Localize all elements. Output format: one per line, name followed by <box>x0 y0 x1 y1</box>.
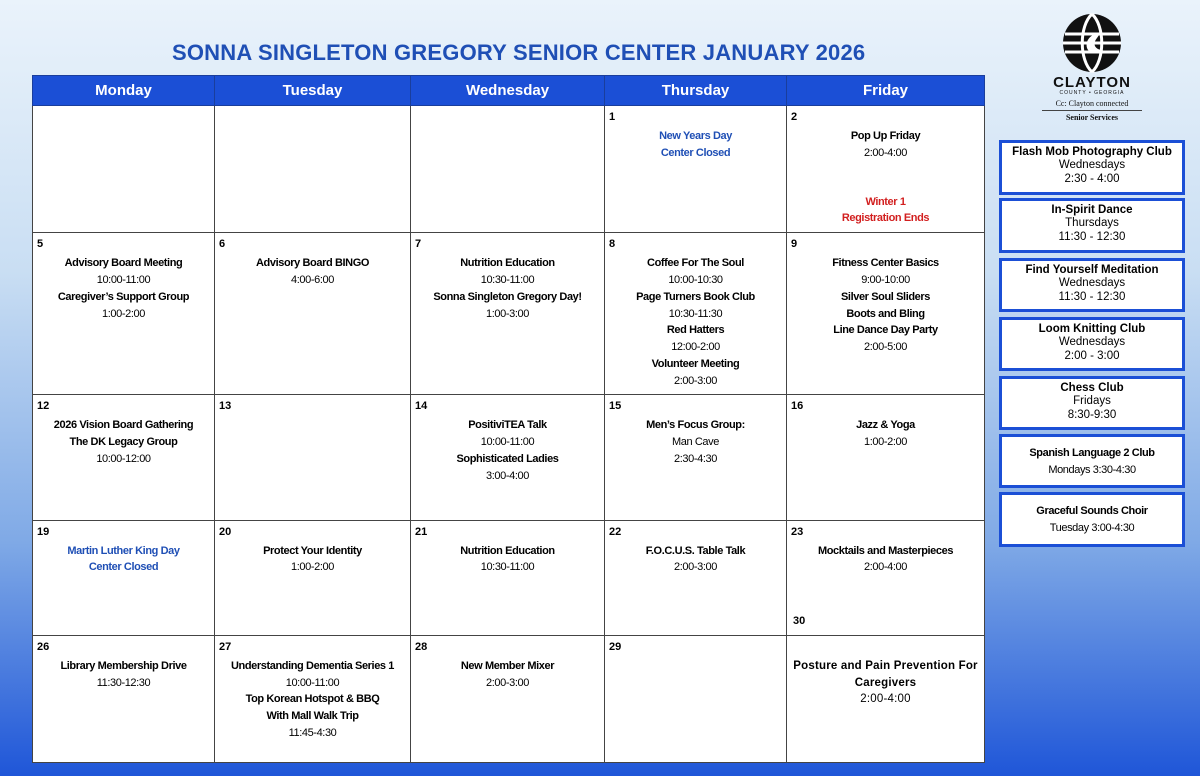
calendar-day-cell <box>411 520 605 635</box>
logo-tagline: Cc: Clayton connected <box>1055 99 1129 108</box>
spacer <box>787 162 984 178</box>
event-time: 1:00-2:00 <box>102 307 145 320</box>
club-time: 2:30 - 4:00 <box>1064 172 1120 185</box>
day-number: 13 <box>219 400 232 413</box>
event-title: PositiviTEA Talk <box>468 419 547 432</box>
event-title: Jazz & Yoga <box>856 419 915 432</box>
calendar-day-cell <box>215 233 411 395</box>
event-title: Boots and Bling <box>846 307 925 320</box>
day-number: 22 <box>609 525 622 538</box>
club-box <box>999 317 1185 371</box>
event-title: 2026 Vision Board Gathering <box>53 419 194 432</box>
club-name: Graceful Sounds Choir <box>1036 505 1148 517</box>
event-title: Man Cave <box>672 436 719 449</box>
weekday-header-row <box>33 76 985 106</box>
event-time: 10:30-11:00 <box>480 273 535 286</box>
event-title: New Member Mixer <box>460 659 555 672</box>
page-title: SONNA SINGLETON GREGORY SENIOR CENTER JANUARY 2026 <box>172 40 866 65</box>
event-time: 11:30-12:30 <box>96 676 151 689</box>
day-number: 30 <box>793 614 806 627</box>
day-events <box>411 233 604 322</box>
day-events <box>787 521 984 577</box>
day-number: 26 <box>37 640 50 653</box>
event-title: Red Hatters <box>666 324 725 337</box>
event-time: 11:45-4:30 <box>288 726 337 739</box>
day-number: 15 <box>609 400 622 413</box>
day-events <box>605 233 786 389</box>
event-time: 10:00-11:00 <box>480 436 535 449</box>
event-title: The DK Legacy Group <box>69 436 178 449</box>
event-time: 2:00-3:00 <box>674 374 717 387</box>
club-schedule: Tuesday 3:00-4:30 <box>1049 522 1135 534</box>
club-time: 8:30-9:30 <box>1067 408 1117 421</box>
club-day: Wednesdays <box>1058 277 1126 290</box>
event-time: 2:00-3:00 <box>674 561 717 574</box>
event-time: 2:00-4:00 <box>860 693 911 706</box>
club-box <box>999 140 1185 195</box>
day-number: 5 <box>37 238 44 251</box>
day-events <box>787 106 984 227</box>
event-time: 2:00-5:00 <box>864 341 907 354</box>
calendar-day-cell <box>33 395 215 520</box>
day-events <box>787 233 984 356</box>
club-box <box>999 198 1185 253</box>
club-day: Wednesdays <box>1058 159 1126 172</box>
weekday-header: Friday <box>787 76 985 106</box>
day-number: 27 <box>219 640 232 653</box>
day-events <box>33 521 214 577</box>
event-title: Sophisticated Ladies <box>456 453 559 466</box>
club-box <box>999 258 1185 312</box>
calendar-day-cell <box>605 635 787 762</box>
calendar-day-cell <box>605 520 787 635</box>
event-title: Volunteer Meeting <box>651 357 740 370</box>
calendar-day-cell <box>787 520 985 635</box>
club-name: Spanish Language 2 Club <box>1029 447 1155 459</box>
event-title: Caregiver’s Support Group <box>57 290 190 303</box>
club-name: In-Spirit Dance <box>1051 204 1133 216</box>
calendar-week-row <box>33 520 985 635</box>
day-events <box>411 636 604 692</box>
weekday-header: Tuesday <box>215 76 411 106</box>
event-title: Center Closed <box>88 561 159 574</box>
calendar-day-cell <box>215 520 411 635</box>
event-title: Nutrition Education <box>460 257 555 270</box>
calendar-day-cell <box>33 233 215 395</box>
event-time: 2:30-4:30 <box>674 453 717 466</box>
day-number: 19 <box>37 525 50 538</box>
event-time: 9:00-10:00 <box>861 273 910 286</box>
weekday-header: Thursday <box>605 76 787 106</box>
logo-name: CLAYTON <box>1053 74 1131 91</box>
event-time: 1:00-3:00 <box>486 307 529 320</box>
event-title: Fitness Center Basics <box>832 257 939 270</box>
day-number: 2 <box>791 111 798 123</box>
weekday-header: Wednesday <box>411 76 605 106</box>
club-name: Find Yourself Meditation <box>1025 264 1159 276</box>
calendar-day-cell <box>605 395 787 520</box>
calendar-day-cell <box>33 635 215 762</box>
day-events <box>33 233 214 322</box>
event-title: Nutrition Education <box>460 544 555 557</box>
club-time: 11:30 - 12:30 <box>1058 290 1126 303</box>
day-events <box>215 395 410 417</box>
event-title: Pop Up Friday <box>850 130 921 142</box>
event-time: 10:00-10:30 <box>668 273 723 286</box>
day-number: 21 <box>415 525 428 538</box>
calendar-day-cell <box>787 233 985 395</box>
day-events <box>33 106 214 128</box>
day-events <box>215 521 410 577</box>
club-name: Loom Knitting Club <box>1038 323 1146 335</box>
club-box <box>999 376 1185 430</box>
day-events <box>33 636 214 692</box>
club-day: Fridays <box>1073 395 1111 408</box>
calendar-week-row <box>33 635 985 762</box>
day-events <box>33 395 214 467</box>
calendar-week-row <box>33 233 985 395</box>
event-time: 3:00-4:00 <box>486 469 529 482</box>
day-events <box>411 521 604 577</box>
globe-icon <box>1061 12 1123 74</box>
day-events <box>215 106 410 128</box>
day-number: 23 <box>791 525 804 538</box>
day-number: 8 <box>609 238 616 251</box>
event-title: Registration Ends <box>841 212 930 225</box>
event-time: 1:00-2:00 <box>291 561 334 574</box>
event-time: 10:30-11:30 <box>668 307 723 320</box>
day-number: 14 <box>415 400 428 413</box>
calendar-day-cell <box>411 106 605 233</box>
club-time: 11:30 - 12:30 <box>1058 230 1126 243</box>
event-title: Martin Luther King Day <box>67 544 180 557</box>
event-title: With Mall Walk Trip <box>266 710 359 723</box>
calendar-day-cell <box>605 106 787 233</box>
calendar-day-cell <box>787 106 985 233</box>
day-number: 20 <box>219 525 232 538</box>
event-time: 4:00-6:00 <box>291 273 334 286</box>
calendar-week-row <box>33 106 985 233</box>
club-name: Flash Mob Photography Club <box>1012 146 1172 158</box>
weekday-header: Monday <box>33 76 215 106</box>
calendar-day-cell <box>215 395 411 520</box>
day-number: 29 <box>609 640 622 653</box>
day-number: 12 <box>37 400 50 413</box>
event-title: Mocktails and Masterpieces <box>817 544 954 557</box>
event-title: Sonna Singleton Gregory Day! <box>433 290 582 303</box>
calendar-day-cell <box>411 635 605 762</box>
day-events <box>605 106 786 162</box>
logo-subtitle: COUNTY • GEORGIA <box>1059 90 1125 96</box>
calendar-day-cell <box>787 395 985 520</box>
club-day: Thursdays <box>1065 217 1119 230</box>
club-schedule: Mondays 3:30-4:30 <box>1048 464 1136 476</box>
event-title: Posture and Pain Prevention For <box>793 659 978 672</box>
event-title: Winter 1 <box>865 195 906 208</box>
event-time: 10:00-11:00 <box>96 273 151 286</box>
event-time: 2:00-3:00 <box>486 676 529 689</box>
spacer <box>787 178 984 194</box>
calendar-day-cell <box>33 520 215 635</box>
day-number: 9 <box>791 238 798 251</box>
event-time: 12:00-2:00 <box>671 341 720 354</box>
calendar-day-cell <box>215 635 411 762</box>
event-title: Silver Soul Sliders <box>841 290 930 303</box>
day-number: 28 <box>415 640 428 653</box>
event-title: New Years Day <box>659 130 732 142</box>
calendar-day-cell <box>215 106 411 233</box>
event-title: Advisory Board Meeting <box>64 257 183 270</box>
day-number: 7 <box>415 238 422 251</box>
day-events <box>215 233 410 289</box>
calendar-day-cell <box>787 635 985 762</box>
event-title: Center Closed <box>660 146 731 159</box>
calendar-day-cell <box>411 395 605 520</box>
calendar-day-cell <box>411 233 605 395</box>
calendar-day-cell <box>33 106 215 233</box>
event-time: 10:00-12:00 <box>96 453 151 466</box>
event-title: Line Dance Day Party <box>833 324 938 337</box>
event-time: 2:00-4:00 <box>864 146 907 159</box>
calendar-week-row <box>33 395 985 520</box>
event-title: Coffee For The Soul <box>647 257 744 270</box>
event-title: Caregivers <box>854 676 917 689</box>
event-title: Protect Your Identity <box>263 544 362 557</box>
club-name: Chess Club <box>1060 382 1124 394</box>
event-title: Library Membership Drive <box>60 659 187 672</box>
day-events <box>411 395 604 484</box>
day-events <box>215 636 410 742</box>
event-title: Understanding Dementia Series 1 <box>230 659 395 672</box>
day-events <box>787 395 984 451</box>
club-day: Wednesdays <box>1058 336 1126 349</box>
event-title: F.O.C.U.S. Table Talk <box>645 544 746 557</box>
event-time: 2:00-4:00 <box>864 561 907 574</box>
day-events <box>605 636 786 658</box>
club-box <box>999 492 1185 547</box>
department-label: Senior Services <box>1065 113 1119 122</box>
clayton-logo <box>1040 12 1144 122</box>
event-title: Men’s Focus Group: <box>646 419 745 432</box>
event-title: Page Turners Book Club <box>636 290 755 303</box>
club-box <box>999 434 1185 488</box>
event-title: Top Korean Hotspot & BBQ <box>245 693 380 706</box>
day-events <box>787 636 984 708</box>
event-time: 10:00-11:00 <box>285 676 340 689</box>
calendar-day-cell <box>605 233 787 395</box>
day-number: 1 <box>609 111 616 123</box>
day-events <box>605 395 786 467</box>
divider <box>1042 110 1142 111</box>
event-time: 1:00-2:00 <box>864 436 907 449</box>
day-number: 6 <box>219 238 226 251</box>
day-events <box>411 106 604 128</box>
day-number: 16 <box>791 400 804 413</box>
event-title: Advisory Board BINGO <box>255 257 370 270</box>
day-events <box>605 521 786 577</box>
calendar-grid <box>32 75 985 763</box>
club-time: 2:00 - 3:00 <box>1064 349 1120 362</box>
event-time: 10:30-11:00 <box>480 561 535 574</box>
